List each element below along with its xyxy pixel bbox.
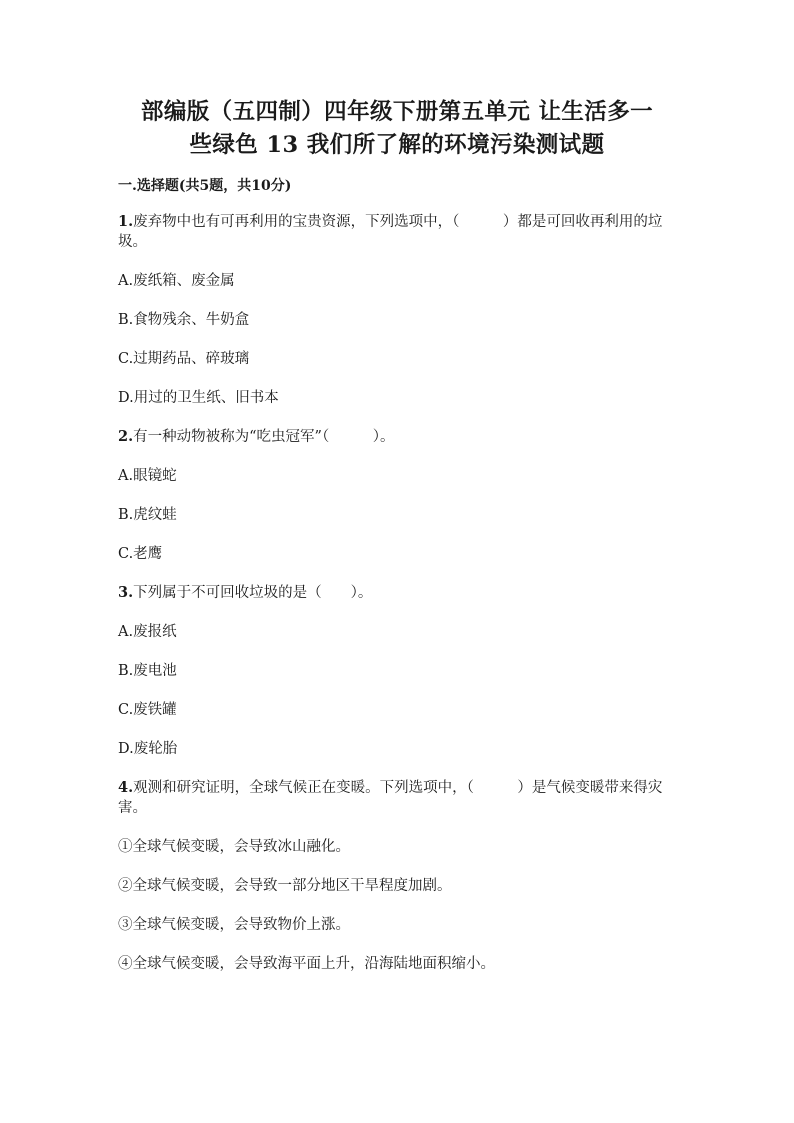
option[interactable]: D.用过的卫生纸、旧书本 xyxy=(118,390,279,406)
question-2 xyxy=(118,427,676,447)
page-title xyxy=(118,96,676,162)
option[interactable]: A.眼镜蛇 xyxy=(118,468,177,484)
option[interactable]: D.废轮胎 xyxy=(118,741,178,757)
option[interactable]: C.老鹰 xyxy=(118,546,163,562)
statement: ③全球气候变暖，会导致物价上涨。 xyxy=(118,917,350,933)
question-text: 观测和研究证明，全球气候正在变暖。下列选项中，（ ）是气候变暖带来得灾害。 xyxy=(118,780,663,816)
question-1 xyxy=(118,212,676,252)
title-line-1: 部编版（五四制）四年级下册第五单元 让生活多一 xyxy=(140,99,654,125)
option[interactable]: B.食物残余、牛奶盒 xyxy=(118,312,250,328)
question-3 xyxy=(118,583,676,603)
statement: ④全球气候变暖，会导致海平面上升，沿海陆地面积缩小。 xyxy=(118,956,495,972)
option[interactable]: A.废报纸 xyxy=(118,624,177,640)
option[interactable]: B.虎纹蛙 xyxy=(118,507,177,523)
section-heading: 一.选择题(共5题，共10分) xyxy=(118,178,292,194)
question-number: 1. xyxy=(118,213,134,230)
option[interactable]: C.废铁罐 xyxy=(118,702,177,718)
statement: ②全球气候变暖，会导致一部分地区干旱程度加剧。 xyxy=(118,878,452,894)
option[interactable]: A.废纸箱、废金属 xyxy=(118,273,235,289)
question-number: 3. xyxy=(118,584,134,601)
option[interactable]: B.废电池 xyxy=(118,663,177,679)
question-text: 废弃物中也有可再利用的宝贵资源，下列选项中，（ ）都是可回收再利用的垃圾。 xyxy=(118,214,663,250)
option[interactable]: C.过期药品、碎玻璃 xyxy=(118,351,250,367)
title-line-2: 些绿色 13 我们所了解的环境污染测试题 xyxy=(189,132,605,158)
question-text: 下列属于不可回收垃圾的是（ ）。 xyxy=(133,585,373,601)
question-text: 有一种动物被称为“吃虫冠军”（ ）。 xyxy=(133,429,395,445)
question-number: 4. xyxy=(118,779,134,796)
question-number: 2. xyxy=(118,428,134,445)
statement: ①全球气候变暖，会导致冰山融化。 xyxy=(118,839,350,855)
question-4 xyxy=(118,778,676,818)
